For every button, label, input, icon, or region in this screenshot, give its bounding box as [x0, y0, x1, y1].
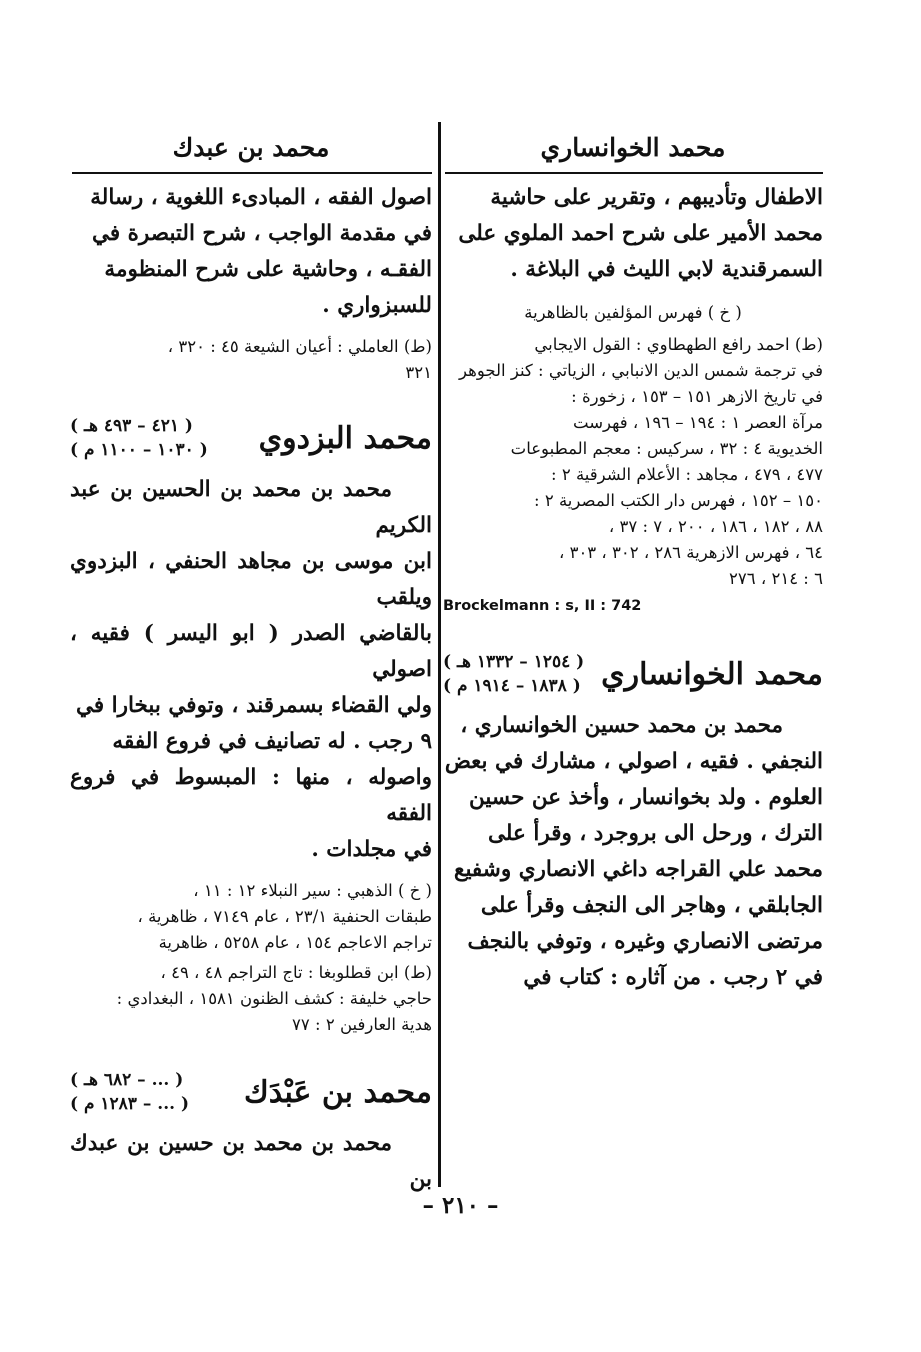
left-column: [70, 118, 432, 1198]
entry-name: محمد الخوانساري: [601, 656, 823, 692]
entry-dates: [70, 1068, 189, 1116]
text-line: ٦٤ ، فهرس الازهرية ٢٨٦ ، ٣٠٢ ، ٣٠٣ ،: [559, 543, 823, 562]
text-line: الاطفال وتأديبهم ، وتقرير على حاشية: [490, 185, 823, 210]
gregorian-dates: ( ١٨٣٨ – ١٩١٤ م ): [443, 676, 581, 696]
text-line: العلوم . ولد بخوانسار ، وأخذ عن حسين: [469, 785, 823, 810]
text-line: الخديوية ٤ : ٣٢ ، سركيس : معجم المطبوعات: [510, 439, 823, 458]
text-line: طبقات الحنفية ٢٣/١ ، عام ٧١٤٩ ، ظاهرية ،: [137, 907, 432, 926]
text-line: ( خ ) الذهبي : سير النبلاء ١٢ : ١١ ،: [193, 881, 432, 900]
gregorian-dates: ( ... – ١٢٨٣ م ): [70, 1094, 189, 1114]
text-line: في ترجمة شمس الدين الانبابي ، الزياتي : كنز الجوهر: [459, 361, 823, 380]
text-line: ٣٢١: [405, 363, 432, 382]
left-running-head: محمد بن عبدك: [172, 133, 330, 162]
text-line: ٨٨ ، ١٨٢ ، ١٨٦ ، ٢٠٠ ، ٧ : ٣٧ ،: [608, 517, 823, 536]
text-line: السمرقندية لابي الليث في البلاغة .: [510, 257, 823, 282]
text-line: مرتضى الانصاري وغيره ، وتوفي بالنجف: [467, 929, 823, 954]
text-line: ابن موسى بن مجاهد الحنفي ، البزدوي ويلقب: [70, 549, 432, 610]
hijri-dates: ( ٤٢١ – ٤٩٣ هـ ): [70, 416, 193, 436]
text-line: النجفي . فقيه ، اصولي ، مشارك في بعض: [444, 749, 823, 774]
text-line: هدية العارفين ٢ : ٧٧: [292, 1015, 432, 1034]
text-line: ٦ : ٢١٤ ، ٢٧٦: [729, 569, 823, 588]
page-number: – ٢١٠ –: [422, 1192, 499, 1219]
text-line: الفقـه ، وحاشية على شرح المنظومة: [104, 257, 432, 282]
text-line: (ط) احمد رافع الطهطاوي : القول الايجابي: [534, 335, 823, 354]
hijri-dates: ( ١٢٥٤ – ١٣٣٢ هـ ): [443, 652, 585, 672]
entry-name: محمد بن عَبْدَك: [243, 1074, 432, 1110]
text-line: تراجم الاعاجم ١٥٤ ، عام ٥٢٥٨ ، ظاهرية: [158, 933, 432, 952]
manuscript-sources: [70, 878, 432, 956]
text-line: واصوله ، منها : المبسوط في فروع الفقه: [70, 765, 432, 826]
text-line: في تاريخ الازهر ١٥١ – ١٥٣ ، زخورة :: [571, 387, 823, 406]
entry-dates: [70, 414, 208, 462]
column-divider: [438, 122, 441, 1187]
text-line: مرآة العصر ١ : ١٩٤ – ١٩٦ ، فهرست: [573, 413, 823, 432]
text-line: محمد بن محمد حسين الخوانساري ،: [460, 713, 783, 738]
printed-sources: [70, 960, 432, 1038]
entry-body: [70, 1126, 432, 1198]
hijri-dates: ( ... – ٦٨٢ هـ ): [70, 1070, 184, 1090]
text-line: للسبزواري .: [322, 293, 432, 318]
left-intro: [70, 180, 432, 324]
text-line: في ٢ رجب . من آثاره : كتاب في: [523, 965, 823, 990]
text-line: في مقدمة الواجب ، شرح التبصرة في: [91, 221, 432, 246]
entry-name: محمد البزدوي: [258, 420, 432, 456]
entry-dates: [443, 650, 584, 698]
brockelmann-reference: Brockelmann : s, II : 742: [443, 598, 642, 614]
right-running-head: محمد الخوانساري: [540, 133, 726, 162]
printed-sources: [443, 332, 823, 592]
text-line: اصول الفقه ، المبادىء اللغوية ، رسالة: [90, 185, 432, 210]
text-line: محمد بن محمد بن حسين بن عبدك بن: [70, 1131, 432, 1192]
text-line: ولي القضاء بسمرقند ، وتوفي ببخارا في: [75, 693, 432, 718]
entry-heading-khwansari: [443, 650, 823, 698]
text-line: الجابلقي ، وهاجر الى النجف وقرأ على: [480, 893, 823, 918]
manuscript-source: ( خ ) فهرس المؤلفين بالظاهرية: [524, 303, 742, 322]
printed-sources: [70, 334, 432, 386]
text-line: (ط) العاملي : أعيان الشيعة ٤٥ : ٣٢٠ ،: [167, 337, 432, 356]
text-line: ٩ رجب . له تصانيف في فروع الفقه: [112, 729, 432, 754]
gregorian-dates: ( ١٠٣٠ – ١١٠٠ م ): [70, 440, 208, 460]
right-intro: [443, 180, 823, 288]
text-line: محمد الأمير على شرح احمد الملوي على: [458, 221, 823, 246]
text-line: (ط) ابن قطلوبغا : تاج التراجم ٤٨ ، ٤٩ ،: [160, 963, 432, 982]
entry-body: [443, 708, 823, 996]
text-line: حاجي خليفة : كشف الظنون ١٥٨١ ، البغدادي :: [116, 989, 432, 1008]
entry-body: [70, 472, 432, 868]
entry-heading-abdak: [70, 1068, 432, 1116]
text-line: الترك ، ورحل الى بروجرد ، وقرأ على: [488, 821, 823, 846]
text-line: محمد علي القراجه داغي الانصاري وشفيع: [454, 857, 823, 882]
entry-heading-bazdawi: [70, 414, 432, 462]
text-line: ٤٧٧ ، ٤٧٩ ، مجاهد : الأعلام الشرقية ٢ :: [551, 465, 823, 484]
right-column: [443, 118, 823, 996]
text-line: محمد بن محمد بن الحسين بن عبد الكريم: [70, 477, 432, 538]
text-line: بالقاضي الصدر ( ابو اليسر ) فقيه ، اصولي: [70, 621, 432, 682]
text-line: ١٥٠ – ١٥٢ ، فهرس دار الكتب المصرية ٢ :: [534, 491, 823, 510]
text-line: في مجلدات .: [311, 837, 432, 862]
